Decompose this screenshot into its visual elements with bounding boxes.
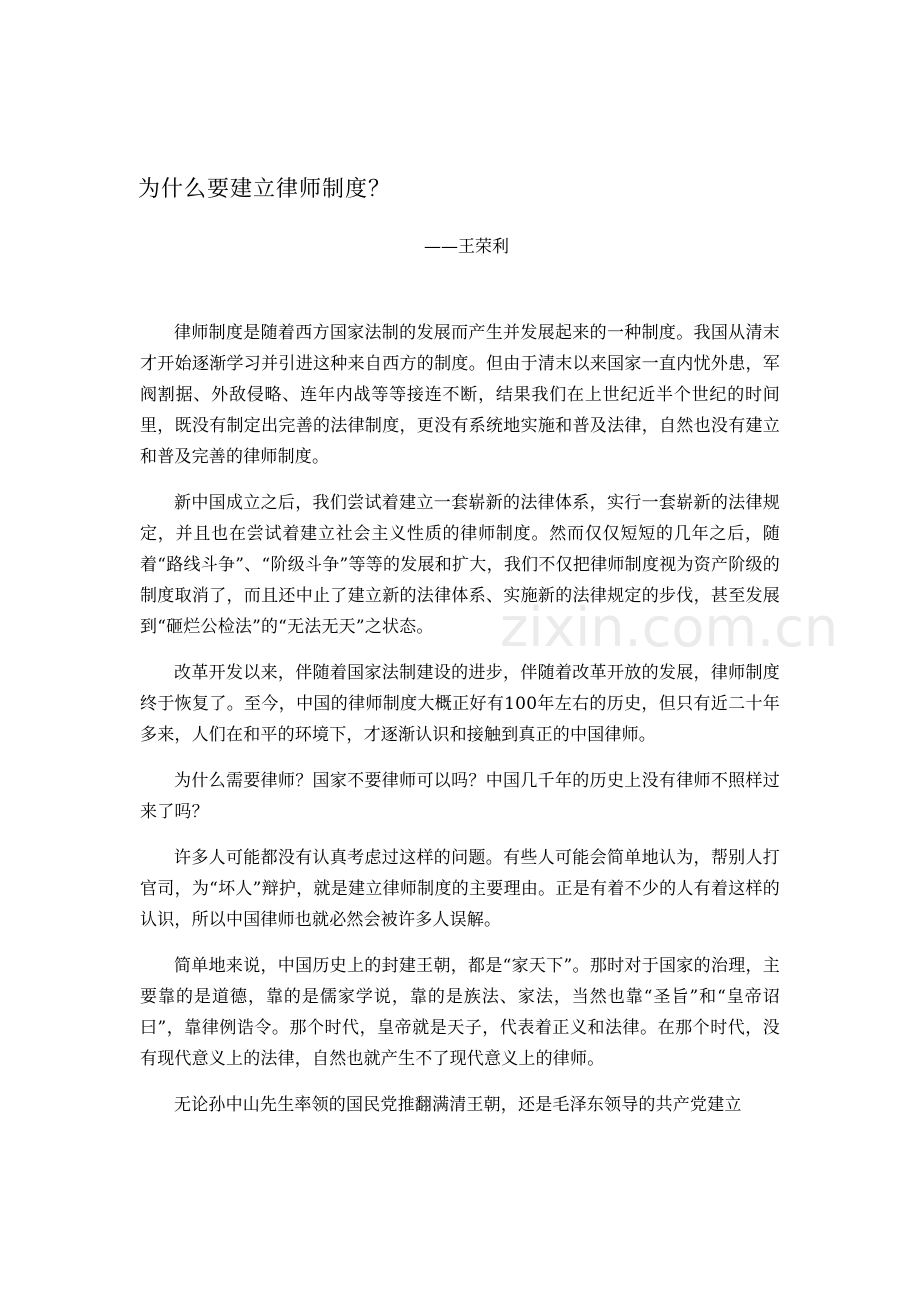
document-title: 为什么要建立律师制度？ bbox=[138, 177, 392, 202]
paragraph-5: 许多人可能都没有认真考虑过这样的问题。有些人可能会简单地认为，帮别人打官司，为“坏人”辩护，就是建立律师制度的主要理由。正是有着不少的人有着这样的认识，所以中国律师也就必然会被许多人误解。 bbox=[140, 848, 780, 930]
author-byline: ——王荣利 bbox=[424, 237, 509, 257]
watermark-text: zixin.com.cn bbox=[500, 596, 839, 659]
paragraph-6: 简单地来说，中国历史上的封建王朝，都是“家天下”。那时对于国家的治理，主要靠的是道德，靠的是儒家学说，靠的是族法、家法，当然也靠“圣旨”和“皇帝诏曰”，靠律例诰令。那个时代，皇帝就是天子，代表着正义和法律。在那个时代，没有现代意义上的法律，自然也就产生不了现代意义上的律师。 bbox=[140, 956, 780, 1069]
paragraph-1: 律师制度是随着西方国家法制的发展而产生并发展起来的一种制度。我国从清末才开始逐渐学习并引进这种来自西方的制度。但由于清末以来国家一直内忧外患，军阀割据、外敌侵略、连年内战等等接连不断，结果我们在上世纪近半个世纪的时间里，既没有制定出完善的法律制度，更没有系统地实施和普及法律，自然也没有建立和普及完善的律师制度。 bbox=[140, 323, 780, 467]
document-body bbox=[140, 318, 780, 1136]
paragraph-4: 为什么需要律师？国家不要律师可以吗？中国几千年的历史上没有律师不照样过来了吗？ bbox=[140, 771, 780, 822]
paragraph-3: 改革开发以来，伴随着国家法制建设的进步，伴随着改革开放的发展，律师制度终于恢复了。至今，中国的律师制度大概正好有100年左右的历史，但只有近二十年多来，人们在和平的环境下，才逐渐认识和接触到真正的中国律师。 bbox=[140, 663, 780, 745]
paragraph-2: 新中国成立之后，我们尝试着建立一套崭新的法律体系，实行一套崭新的法律规定，并且也在尝试着建立社会主义性质的律师制度。然而仅仅短短的几年之后，随着“路线斗争”、“阶级斗争”等等的发展和扩大，我们不仅把律师制度视为资产阶级的制度取消了，而且还中止了建立新的法律体系、实施新的法律规定的步伐，甚至发展到“砸烂公检法”的“无法无天”之状态。 bbox=[140, 493, 780, 637]
paragraph-7: 无论孙中山先生率领的国民党推翻满清王朝，还是毛泽东领导的共产党建立 bbox=[174, 1095, 742, 1115]
